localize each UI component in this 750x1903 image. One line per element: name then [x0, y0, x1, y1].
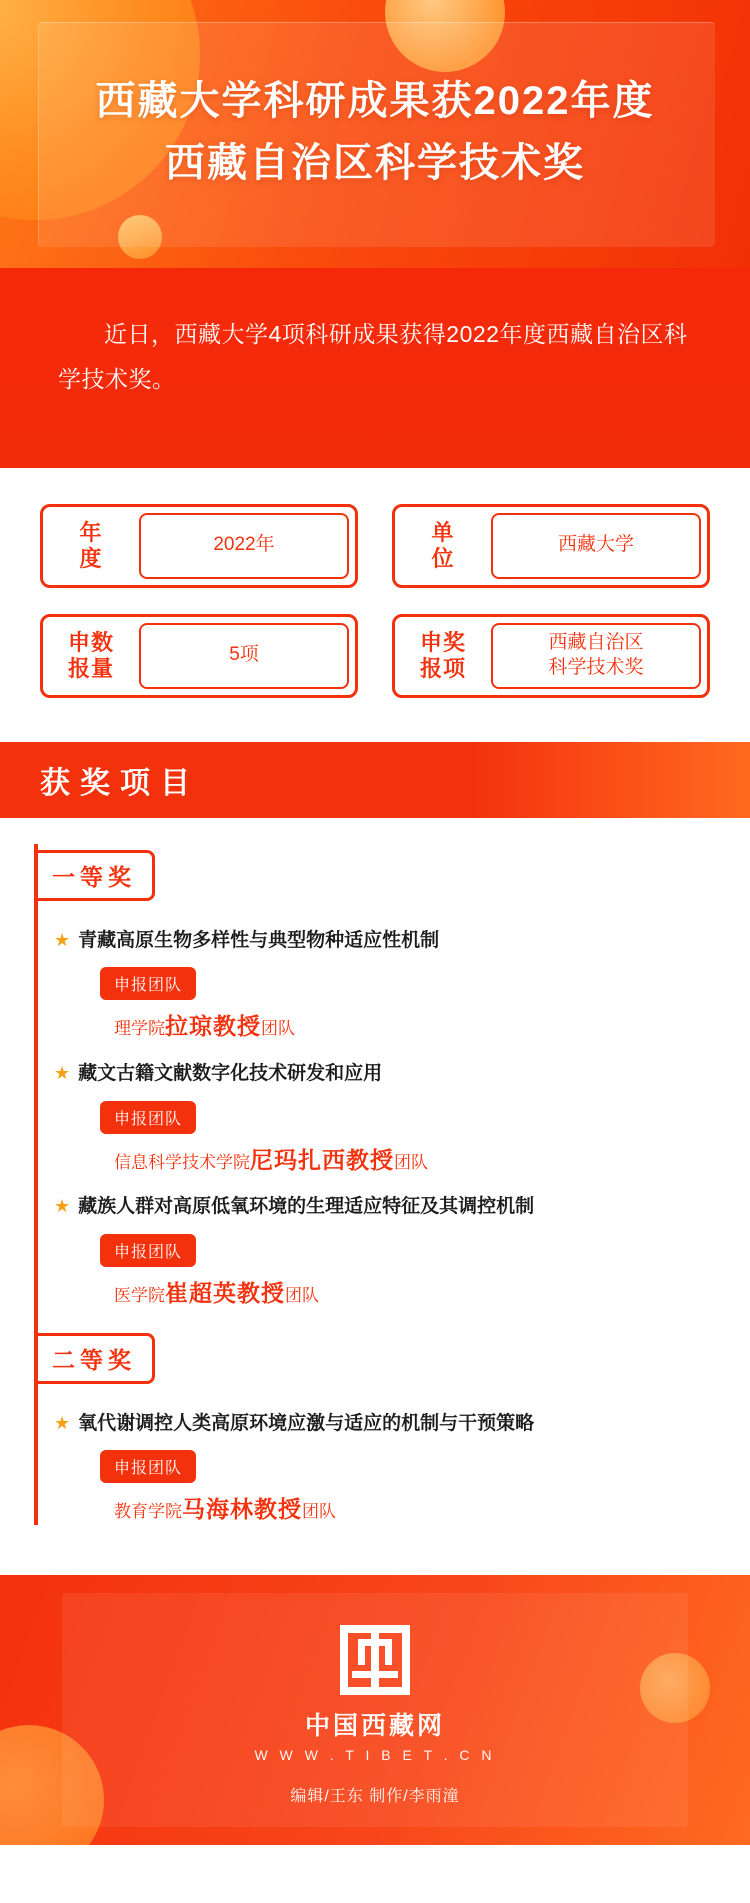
award-item-title: 藏族人群对高原低氧环境的生理适应特征及其调控机制 [78, 1196, 535, 1218]
info-card-year-value [139, 513, 349, 579]
award-team-suffix: 团队 [394, 1152, 428, 1172]
info-card-year-label [43, 507, 139, 585]
info-cards-grid [40, 504, 710, 698]
award-team-tag: 申报团队 [100, 1450, 196, 1483]
info-card-award-applied-value [491, 623, 701, 689]
info-card-year [40, 504, 358, 588]
award-team-suffix: 团队 [285, 1285, 319, 1305]
award-team-tag: 申报团队 [100, 1234, 196, 1267]
award-team-unit: 医学院 [114, 1285, 165, 1305]
info-cards-section [0, 468, 750, 720]
award-item-title: 青藏高原生物多样性与典型物种适应性机制 [78, 929, 440, 951]
award-team-unit: 教育学院 [114, 1502, 182, 1522]
award-team-line [114, 1279, 716, 1309]
lead-paragraph: 近日，西藏大学4项科研成果获得2022年度西藏自治区科学技术奖。 [58, 321, 688, 392]
award-item [38, 927, 716, 1042]
info-card-unit-label-line-1: 单 [431, 519, 455, 545]
info-card-award-applied-value-line-2: 科学技术奖 [548, 656, 644, 678]
footer-content [0, 1619, 750, 1806]
page-title-line-1: 西藏大学科研成果获2022年度 [95, 79, 655, 123]
award-item [38, 1193, 716, 1308]
award-team-tag: 申报团队 [100, 1101, 196, 1134]
page-title-line-2: 西藏自治区科学技术奖 [165, 141, 585, 185]
hero-banner [0, 0, 750, 268]
star-icon: ★ [54, 929, 71, 950]
award-item [38, 1410, 716, 1525]
info-card-year-value-line-1: 2022年 [213, 534, 275, 556]
award-team-leader: 崔超英教授 [165, 1279, 285, 1306]
award-team-unit: 理学院 [114, 1019, 165, 1039]
award-item-title-row [54, 1193, 716, 1222]
site-name: 中国西藏网 [304, 1712, 445, 1741]
award-team-line [114, 1012, 716, 1042]
awards-timeline [34, 844, 716, 1526]
lead-section [0, 268, 750, 468]
footer-banner [0, 1575, 750, 1845]
award-grade-second: 二等奖 [34, 1333, 155, 1384]
award-team-leader: 马海林教授 [182, 1496, 302, 1523]
awards-section-header [0, 742, 750, 818]
info-card-unit-value-line-1: 西藏大学 [557, 534, 634, 556]
info-card-award-applied-label-line-2: 报项 [419, 655, 466, 681]
info-card-unit-label-line-2: 位 [431, 545, 455, 571]
info-card-year-label-line-2: 度 [79, 545, 103, 571]
footer-credits: 编辑/王东 制作/李雨潼 [290, 1788, 460, 1806]
info-card-award-applied-value-line-1: 西藏自治区 [548, 632, 644, 653]
info-card-application-count-value [139, 623, 349, 689]
info-card-application-count-label [43, 617, 139, 695]
award-item-title: 藏文古籍文献数字化技术研发和应用 [78, 1063, 383, 1085]
star-icon: ★ [54, 1412, 71, 1433]
info-card-unit-label [395, 507, 491, 585]
info-card-application-count-label-line-2: 报量 [67, 655, 114, 681]
info-card-award-applied [392, 614, 710, 698]
info-card-year-label-line-1: 年 [79, 519, 103, 545]
info-card-application-count-value-line-1: 5项 [229, 644, 259, 666]
award-team-leader: 拉琼教授 [165, 1013, 261, 1040]
award-team-tag: 申报团队 [100, 967, 196, 1000]
info-card-award-applied-label [395, 617, 491, 695]
info-card-application-count-label-line-1: 申数 [67, 629, 114, 655]
info-card-award-applied-label-line-1: 申奖 [419, 629, 466, 655]
award-grade-first: 一等奖 [34, 850, 155, 901]
award-team-unit: 信息科学技术学院 [114, 1152, 250, 1172]
awards-section-title: 获奖项目 [40, 766, 200, 800]
award-team-line [114, 1146, 716, 1176]
page-title [0, 70, 750, 194]
star-icon: ★ [54, 1063, 71, 1084]
award-item-title: 氧代谢调控人类高原环境应激与适应的机制与干预策略 [78, 1412, 535, 1434]
awards-section [0, 818, 750, 1576]
award-item [38, 1060, 716, 1175]
info-card-unit-value [491, 513, 701, 579]
award-item-title-row [54, 1060, 716, 1089]
info-card-application-count [40, 614, 358, 698]
site-url: W W W . T I B E T . C N [254, 1747, 496, 1764]
award-item-title-row [54, 927, 716, 956]
award-item-title-row [54, 1410, 716, 1439]
info-card-unit [392, 504, 710, 588]
award-team-suffix: 团队 [302, 1502, 336, 1522]
award-team-suffix: 团队 [261, 1019, 295, 1039]
star-icon: ★ [54, 1196, 71, 1217]
award-team-leader: 尼玛扎西教授 [250, 1146, 394, 1173]
award-team-line [114, 1495, 716, 1525]
tibet-net-logo-icon [332, 1619, 418, 1701]
